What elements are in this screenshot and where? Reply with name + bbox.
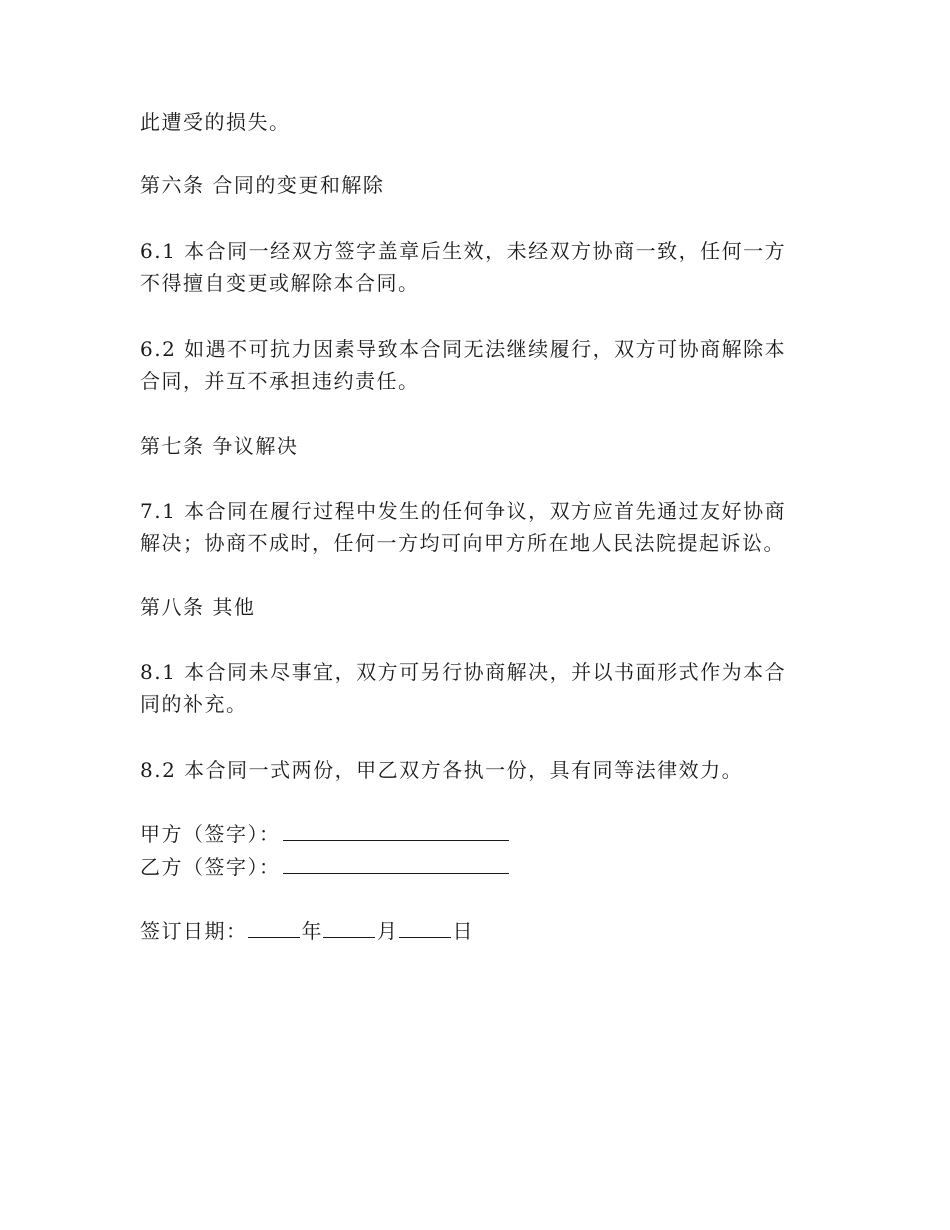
party-b-signature-line	[140, 851, 509, 883]
clause-6-1: 6.1 本合同一经双方签字盖章后生效，未经双方协商一致，任何一方不得擅自变更或解除本合同。	[140, 239, 787, 295]
clause-8-1: 8.1 本合同未尽事宜，双方可另行协商解决，并以书面形式作为本合同的补充。	[140, 660, 787, 716]
party-a-signature-blank	[283, 820, 509, 841]
signing-date-line	[140, 915, 474, 947]
party-a-label: 甲方（签字）：	[140, 822, 281, 846]
day-blank	[399, 917, 451, 938]
year-label: 年	[301, 919, 323, 943]
day-label: 日	[452, 919, 474, 943]
article-7-heading: 第七条 争议解决	[140, 434, 299, 458]
paragraph-continuation: 此遭受的损失。	[140, 110, 291, 134]
party-a-signature-line	[140, 818, 509, 850]
party-b-label: 乙方（签字）：	[140, 855, 281, 879]
party-b-signature-blank	[283, 853, 509, 874]
month-label: 月	[377, 919, 399, 943]
month-blank	[323, 917, 375, 938]
article-6-heading: 第六条 合同的变更和解除	[140, 173, 385, 197]
clause-8-2: 8.2 本合同一式两份，甲乙双方各执一份，具有同等法律效力。	[140, 758, 744, 782]
date-label: 签订日期：	[140, 919, 248, 943]
clause-6-2: 6.2 如遇不可抗力因素导致本合同无法继续履行，双方可协商解除本合同，并互不承担违约责任。	[140, 337, 787, 393]
clause-7-1: 7.1 本合同在履行过程中发生的任何争议，双方应首先通过友好协商解决；协商不成时，任何一方均可向甲方所在地人民法院提起诉讼。	[140, 499, 787, 555]
article-8-heading: 第八条 其他	[140, 595, 256, 619]
year-blank	[248, 917, 300, 938]
